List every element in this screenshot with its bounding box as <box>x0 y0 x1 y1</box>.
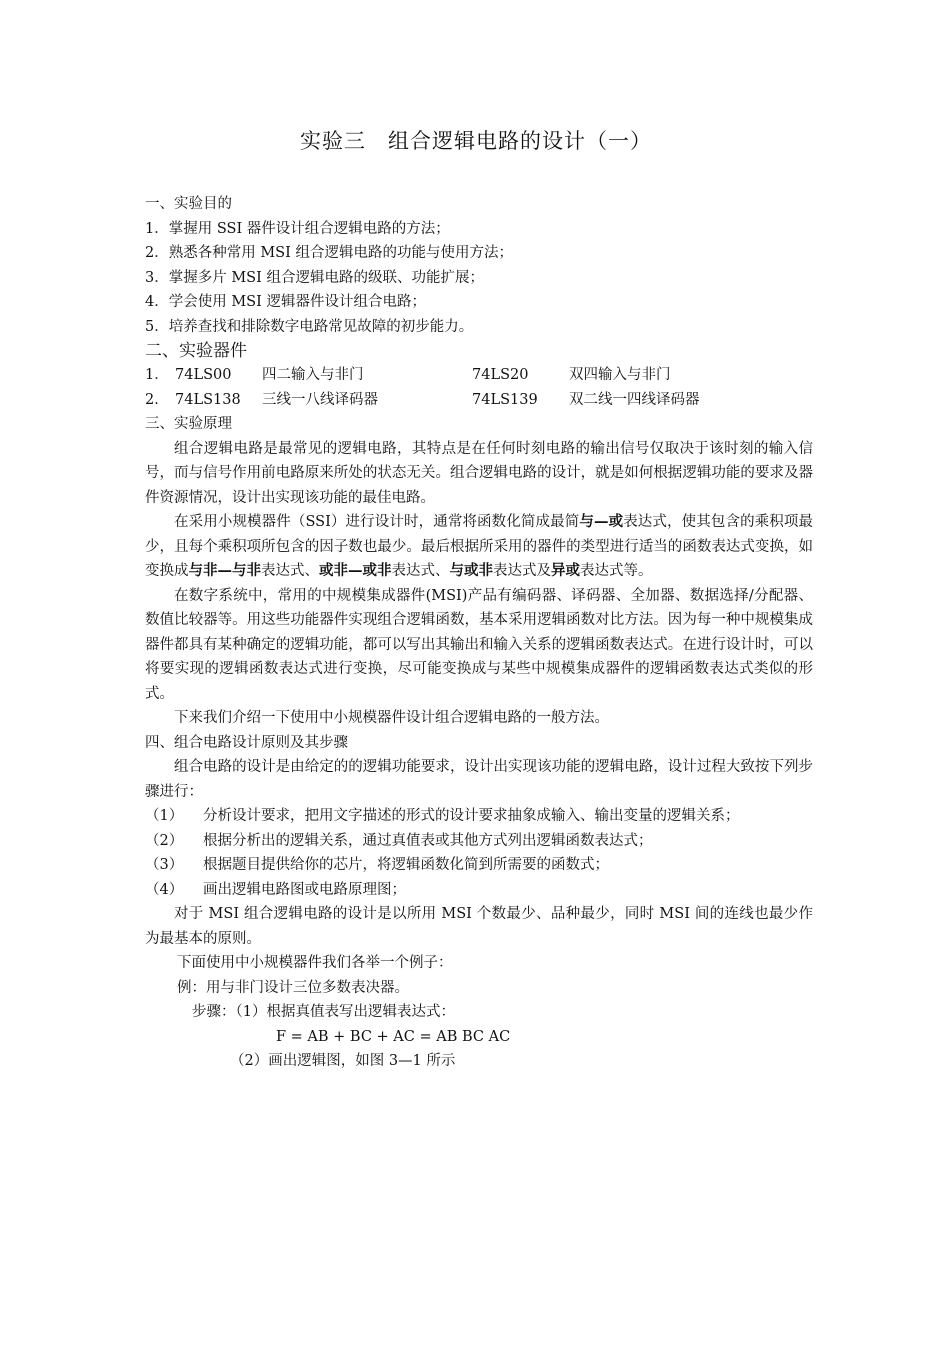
purpose-item: 2．熟悉各种常用 MSI 组合逻辑电路的功能与使用方法； <box>145 245 513 261</box>
page-title: 实验三 组合逻辑电路的设计（一） <box>300 129 652 153</box>
device-chip: 74LS00 <box>175 367 232 383</box>
device-row-number: 2． <box>145 391 169 408</box>
paragraph-text: 表达式、 <box>261 563 319 579</box>
device-description: 三线一八线译码器 <box>262 391 378 408</box>
bold-term: 与或非 <box>449 562 493 579</box>
design-step <box>145 829 813 854</box>
step-number: （2） <box>145 832 184 849</box>
principle-rule-paragraph: 对于 MSI 组合逻辑电路的设计是以所用 MSI 个数最少、品种最少，同时 MSI 间的连线也最少作为最基本的原则。 <box>145 906 813 947</box>
section-heading-devices: 二、实验器件 <box>145 341 247 361</box>
bold-term: 与—或 <box>579 513 624 530</box>
example-intro: 下面使用中小规模器件我们各举一个例子： <box>177 955 453 971</box>
intro-paragraph: 下来我们介绍一下使用中小规模器件设计组合逻辑电路的一般方法。 <box>174 710 609 726</box>
purpose-item: 1．掌握用 SSI 器件设计组合逻辑电路的方法； <box>145 220 450 237</box>
example-statement: 例：用与非门设计三位多数表决器。 <box>177 979 409 996</box>
design-step <box>145 878 813 903</box>
step-number: （4） <box>145 881 184 898</box>
step-text: 根据分析出的逻辑关系，通过真值表或其他方式列出逻辑函数表达式； <box>203 832 653 849</box>
step-number: （3） <box>145 857 184 873</box>
bold-term: 或非—或非 <box>319 562 392 579</box>
step-text: 画出逻辑电路图或电路原理图； <box>203 881 406 898</box>
purpose-item: 4．学会使用 MSI 逻辑器件设计组合电路； <box>145 294 426 310</box>
device-description: 双二线一四线译码器 <box>569 391 700 408</box>
document-body <box>145 192 813 1074</box>
bold-term: 与非—与非 <box>188 562 261 579</box>
paragraph-text: 表达式等。 <box>580 563 653 579</box>
paragraph-text: 表达式、 <box>391 563 450 579</box>
device-chip: 74LS20 <box>472 367 529 383</box>
device-row <box>145 388 813 413</box>
device-row-number: 1． <box>145 367 169 383</box>
device-chip: 74LS138 <box>175 391 241 408</box>
logic-formula: F = AB + BC + AC = AB BC AC <box>276 1028 511 1045</box>
msi-paragraph: 在数字系统中，常用的中规模集成器件(MSI)产品有编码器、译码器、全加器、数据选择/分配器、数值比较器等。用这些功能器件实现组合逻辑函数，基本采用逻辑函数对比方法。因为每一种中规模集成器件都具有某种确定的逻辑功能，都可以写出其输出和输入关系的逻辑函数表达式。在进行设计时，可以将要实现的逻辑函数表达式进行变换，尽可能变换成与某些中规模集成器件的逻辑函数表达式类似的形式。 <box>145 587 813 702</box>
paragraph-text: 表达式，使其包含的乘积项最少，且每个乘积项所包含的因子数也最少。最后根据所采用的器件的类型进行适当的函数表达式变换，如变换成 <box>145 514 814 579</box>
design-step <box>145 804 813 829</box>
device-description: 四二输入与非门 <box>262 367 364 383</box>
step-text: 分析设计要求，把用文字描述的形式的设计要求抽象成输入、输出变量的逻辑关系； <box>203 808 740 824</box>
paragraph-text: 在采用小规模器件（SSI）进行设计时，通常将函数化简成最简 <box>174 514 580 530</box>
bold-term: 异或 <box>551 562 580 579</box>
paragraph-text: 表达式及 <box>493 563 551 579</box>
design-step <box>145 853 813 878</box>
device-chip: 74LS139 <box>472 391 538 408</box>
example-step-2: （2）画出逻辑图，如图 3—1 所示 <box>230 1053 456 1069</box>
section-heading-purpose: 一、实验目的 <box>145 196 232 212</box>
purpose-item: 3．掌握多片 MSI 组合逻辑电路的级联、功能扩展； <box>145 269 484 286</box>
step-number: （1） <box>145 808 184 824</box>
example-step-1: 步骤：（1）根据真值表写出逻辑表达式： <box>192 1004 455 1020</box>
section-heading-design-steps: 四、组合电路设计原则及其步骤 <box>145 734 348 751</box>
step-text: 根据题目提供给你的芯片，将逻辑函数化简到所需要的函数式； <box>203 857 609 873</box>
device-row <box>145 363 813 388</box>
principle-paragraph: 组合逻辑电路是最常见的逻辑电路，其特点是在任何时刻电路的输出信号仅取决于该时刻的输入信号，而与信号作用前电路原来所处的状态无关。组合逻辑电路的设计，就是如何根据逻辑功能的要求及器件资源情况，设计出实现该功能的最佳电路。 <box>145 440 813 506</box>
ssi-design-paragraph <box>145 510 813 584</box>
device-description: 双四输入与非门 <box>569 367 671 383</box>
section-heading-principle: 三、实验原理 <box>145 416 232 432</box>
design-intro-paragraph: 组合电路的设计是由给定的的逻辑功能要求，设计出实现该功能的逻辑电路，设计过程大致按下列步骤进行： <box>145 759 813 800</box>
purpose-item: 5．培养查找和排除数字电路常见故障的初步能力。 <box>145 318 474 335</box>
